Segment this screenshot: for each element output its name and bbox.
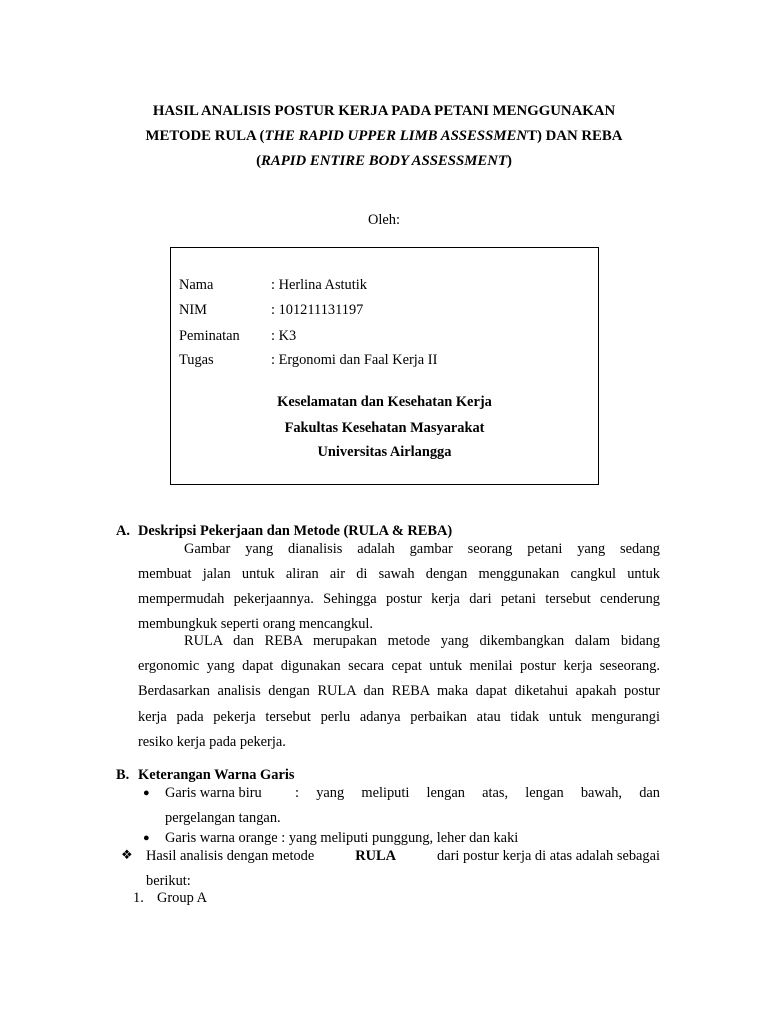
paragraph-line: Gambar yang dianalisis adalah gambar seorang petani yang sedang bbox=[184, 541, 660, 557]
numbered-item-marker: 1. bbox=[133, 890, 144, 906]
four-diamond-bullet-icon: ❖ bbox=[121, 848, 133, 863]
paragraph-line: Berdasarkan analisis dengan RULA dan REBA maka dapat diketahui apakah postur bbox=[138, 683, 660, 699]
tugas-label: Tugas bbox=[179, 352, 214, 368]
paragraph-line: mempermudah pekerjaannya. Sehingga postur kerja dari petani tersebut cenderung bbox=[138, 591, 660, 607]
paragraph-line: ergonomic yang dapat digunakan secara cepat untuk menilai postur kerja seseorang. bbox=[138, 658, 660, 674]
department-name: Keselamatan dan Kesehatan Kerja bbox=[277, 394, 492, 410]
section-a-marker: A. bbox=[116, 523, 130, 539]
document-title-line3: (RAPID ENTIRE BODY ASSESSMENT) bbox=[256, 153, 512, 169]
paragraph-line: resiko kerja pada pekerja. bbox=[138, 734, 286, 750]
section-b-heading: Keterangan Warna Garis bbox=[138, 767, 295, 783]
black-circle-bullet-icon: ● bbox=[143, 787, 150, 799]
paragraph-line: membungkuk seperti orang mencangkul. bbox=[138, 616, 373, 632]
rula-result-continuation: berikut: bbox=[146, 873, 191, 889]
section-b-marker: B. bbox=[116, 767, 130, 783]
paragraph-line: membuat jalan untuk aliran air di sawah dengan menggunakan cangkul untuk bbox=[138, 566, 660, 582]
peminatan-value: : K3 bbox=[271, 328, 297, 344]
bullet-blue-label: Garis warna biru bbox=[165, 785, 262, 801]
group-a-heading: Group A bbox=[157, 890, 207, 906]
nim-value: : 101211131197 bbox=[271, 302, 364, 318]
paragraph-line: RULA dan REBA merupakan metode yang dikembangkan dalam bidang bbox=[184, 633, 660, 649]
faculty-name: Fakultas Kesehatan Masyarakat bbox=[284, 420, 485, 436]
document-title-line1: HASIL ANALISIS POSTUR KERJA PADA PETANI MENGGUNAKAN bbox=[152, 103, 616, 119]
name-value: : Herlina Astutik bbox=[271, 277, 367, 293]
bullet-blue-continuation: pergelangan tangan. bbox=[165, 810, 281, 826]
name-label: Nama bbox=[179, 277, 214, 293]
university-name: Universitas Airlangga bbox=[317, 444, 452, 460]
document-title-line2: METODE RULA (THE RAPID UPPER LIMB ASSESSMENT) DAN REBA bbox=[145, 128, 623, 144]
bullet-blue-text: : yang meliputi lengan atas, lengan bawah, dan bbox=[295, 785, 660, 801]
black-circle-bullet-icon: ● bbox=[143, 832, 150, 844]
nim-label: NIM bbox=[179, 302, 207, 318]
tugas-value: : Ergonomi dan Faal Kerja II bbox=[271, 352, 438, 368]
author-by-label: Oleh: bbox=[368, 212, 400, 228]
section-a-heading: Deskripsi Pekerjaan dan Metode (RULA & REBA) bbox=[138, 523, 453, 539]
paragraph-line: kerja pada pekerja tersebut perlu adanya perbaikan atau tidak untuk mengurangi bbox=[138, 709, 660, 725]
peminatan-label: Peminatan bbox=[179, 328, 240, 344]
rula-result-intro: Hasil analisis dengan metode RULA dari postur kerja di atas adalah sebagai bbox=[146, 848, 660, 864]
bullet-orange-text: Garis warna orange : yang meliputi punggung, leher dan kaki bbox=[165, 830, 519, 846]
